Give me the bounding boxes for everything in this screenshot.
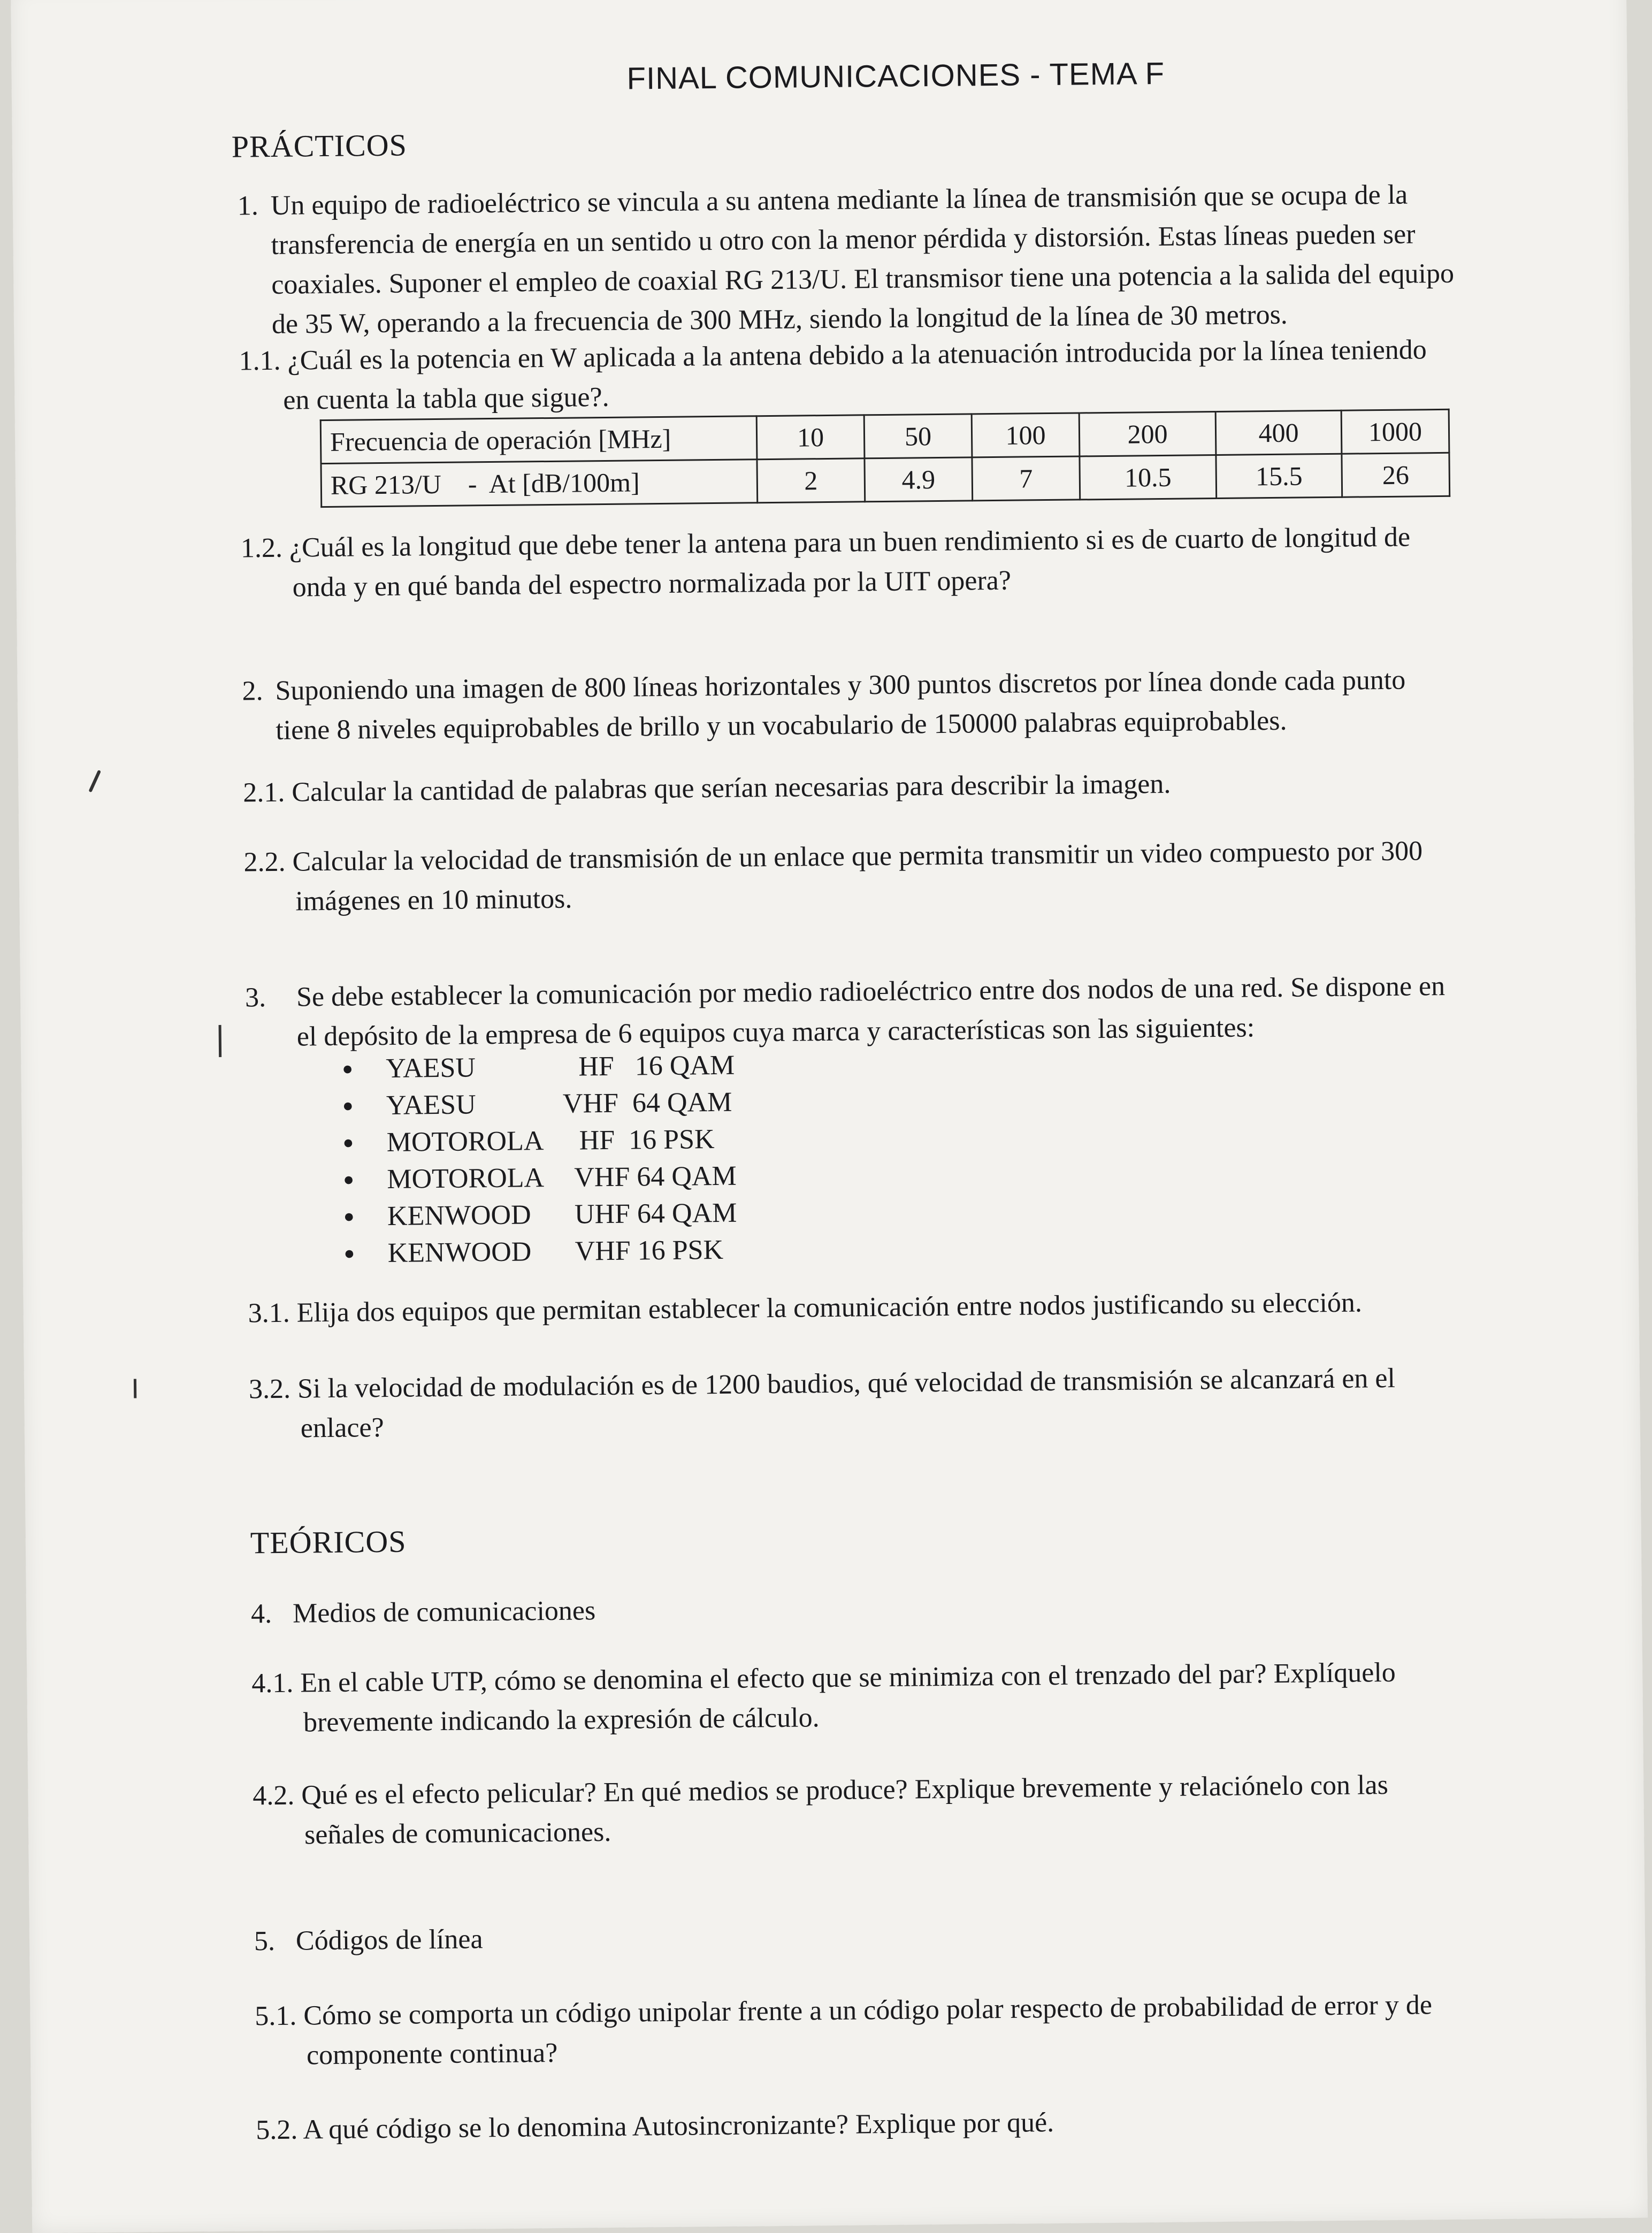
list-item [343,1195,737,1235]
question-5-2-line-1: 5.2. A qué código se lo denomina Autosincronizante? Explique por qué. [256,2107,1054,2146]
question-1-1-line-1: 1.1. ¿Cuál es la potencia en W aplicada a la antena debido a la atenuación introducida por la línea teniendo [239,334,1427,377]
bullet-icon: ● [343,1243,355,1264]
question-1-2-line-1: 1.2. ¿Cuál es la longitud que debe tener la antena para un buen rendimiento si es de cuarto de longitud de [240,522,1411,564]
table-cell: 10.5 [1080,455,1217,500]
question-2-line-2: tiene 8 niveles equiprobables de brillo y un vocabulario de 150000 palabras equiprobables. [276,705,1287,746]
table-cell: 400 [1215,410,1342,455]
bullet-icon: ● [343,1206,355,1227]
table-cell-label: RG 213/U - At [dB/100m] [321,460,758,507]
question-number: 3. [244,982,266,1013]
equipment-spec: HF 16 PSK [579,1124,715,1156]
question-3-1-line-1: 3.1. Elija dos equipos que permitan establecer la comunicación entre nodos justificando su elección. [248,1287,1363,1329]
question-1-2 [241,518,1411,608]
question-1 [238,175,1455,345]
question-3 [245,967,1446,1058]
table-cell: 100 [972,413,1080,457]
table-cell: 50 [864,414,972,458]
bullet-icon: ● [342,1096,354,1116]
question-3-1 [248,1283,1362,1333]
equipment-brand: MOTOROLA [387,1163,545,1195]
question-2-2 [243,831,1423,922]
question-1-line-1: Un equipo de radioeléctrico se vincula a su antena mediante la línea de transmisión que se ocupa de la [270,179,1408,221]
question-number: 2. [242,676,263,707]
equipment-spec: VHF 64 QAM [562,1087,732,1119]
margin-mark [219,1025,222,1057]
question-1-line-2: transferencia de energía en un sentido u otro con la menor pérdida y distorsión. Estas líneas pueden ser [271,219,1416,261]
bullet-icon: ● [342,1133,354,1153]
question-4-1-line-2: brevemente indicando la expresión de cálculo. [303,1702,820,1738]
question-3-2 [249,1359,1396,1449]
question-4-2-line-2: señales de comunicaciones. [304,1816,611,1850]
table-cell: 1000 [1341,409,1449,454]
question-2 [242,661,1406,751]
question-1-1 [239,330,1427,420]
question-2-line-1: Suponiendo una imagen de 800 líneas horizontales y 300 puntos discretos por línea donde cada punto [275,664,1406,706]
table-cell: 10 [756,415,865,460]
question-5-1 [255,1985,1433,2076]
equipment-spec: UHF 64 QAM [574,1197,737,1230]
list-item [342,1047,736,1088]
equipment-list [342,1047,737,1272]
question-4-1-line-1: 4.1. En el cable UTP, cómo se denomina el efecto que se minimiza con el trenzado del par? Explíquelo [251,1657,1396,1699]
table-cell: 7 [972,456,1080,501]
question-2-2-line-2: imágenes en 10 minutos. [295,883,572,917]
question-4: 4. Medios de comunicaciones [250,1595,596,1630]
question-2-1 [243,764,1171,813]
table-cell: 26 [1342,453,1450,497]
list-item [343,1232,737,1272]
list-item [343,1158,737,1198]
bullet-icon: ● [343,1169,355,1190]
question-1-line-4: de 35 W, operando a la frecuencia de 300 MHz, siendo la longitud de la línea de 30 metros. [271,299,1288,340]
table-cell: 200 [1079,412,1216,456]
equipment-brand: KENWOOD [387,1199,531,1232]
question-2-1-line-1: 2.1. Calcular la cantidad de palabras que serían necesarias para describir la imagen. [243,768,1171,808]
attenuation-table [320,409,1450,508]
table-cell: 2 [757,458,865,503]
equipment-spec: HF 16 QAM [578,1050,735,1082]
question-4-1 [251,1653,1396,1743]
question-5-1-line-1: 5.1. Cómo se comporta un código unipolar frente a un código polar respecto de probabilidad de error y de [255,1990,1433,2032]
list-item [342,1084,736,1125]
margin-mark [88,770,101,793]
question-4-2 [253,1765,1389,1855]
question-4-2-line-1: 4.2. Qué es el efecto pelicular? En qué medios se produce? Explique brevemente y relaciónelo con las [253,1770,1389,1811]
question-1-line-3: coaxiales. Suponer el empleo de coaxial RG 213/U. El transmisor tiene una potencia a la salida del equipo [271,258,1455,300]
table-cell: 4.9 [865,457,973,502]
exam-sheet [11,0,1648,2233]
section-teoricos: TEÓRICOS [250,1524,407,1561]
question-5-1-line-2: componente continua? [306,2037,558,2071]
question-3-line-1: Se debe establecer la comunicación por medio radioeléctrico entre dos nodos de una red. Se dispone en [296,970,1446,1013]
question-3-2-line-1: 3.2. Si la velocidad de modulación es de 1200 baudios, qué velocidad de transmisión se alcanzará en el [248,1363,1396,1405]
equipment-brand: YAESU [386,1052,476,1084]
question-2-2-line-1: 2.2. Calcular la velocidad de transmisión de un enlace que permita transmitir un video compuesto por 300 [243,836,1423,878]
question-5-2 [256,2103,1054,2150]
list-item [342,1121,736,1161]
table-cell-label: Frecuencia de operación [MHz] [320,416,757,464]
question-3-2-line-2: enlace? [300,1412,384,1444]
question-3-line-2: el depósito de la empresa de 6 equipos cuya marca y características son las siguientes: [296,1012,1255,1052]
section-practicos: PRÁCTICOS [231,127,408,164]
equipment-brand: YAESU [386,1089,476,1121]
question-1-2-line-2: onda y en qué banda del espectro normalizada por la UIT opera? [292,565,1012,603]
equipment-spec: VHF 64 QAM [574,1160,737,1193]
equipment-brand: KENWOOD [387,1236,532,1268]
margin-mark [134,1379,136,1398]
question-number: 1. [237,190,259,221]
table-cell: 15.5 [1216,454,1342,498]
exam-title: FINAL COMUNICACIONES - TEMA F [626,56,1165,96]
question-5: 5. Códigos de línea [254,1924,483,1957]
equipment-brand: MOTOROLA [386,1126,544,1158]
equipment-spec: VHF 16 PSK [575,1234,724,1267]
question-1-1-line-2: en cuenta la tabla que sigue?. [283,381,609,416]
bullet-icon: ● [342,1059,354,1079]
